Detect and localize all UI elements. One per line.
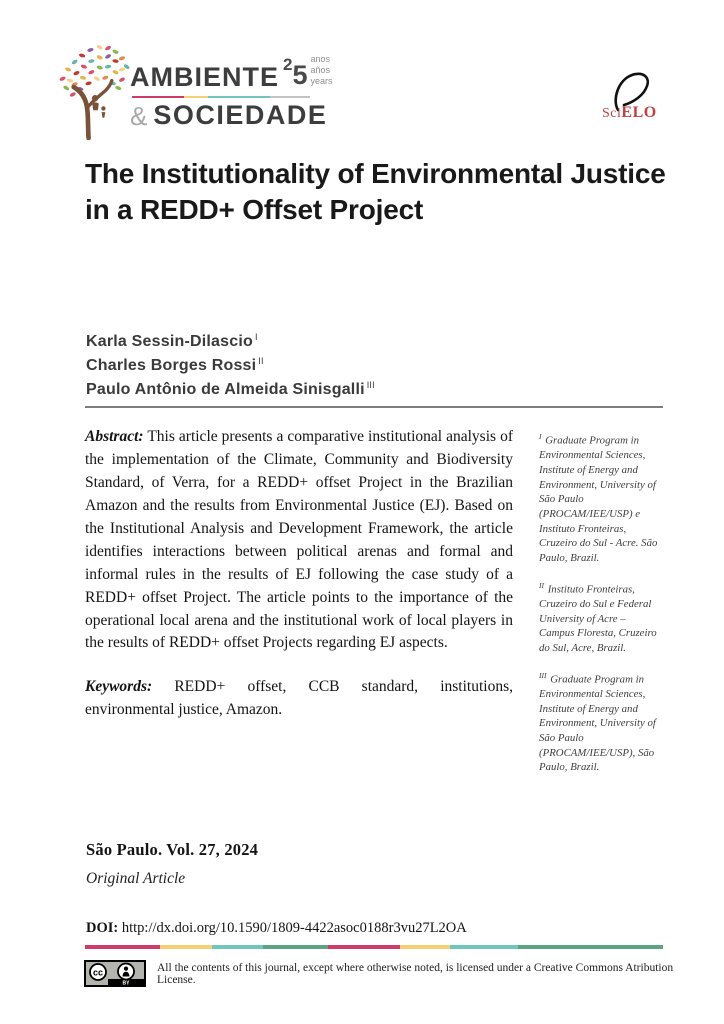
section-divider-rule: [85, 406, 663, 408]
logo-divider-line: [132, 96, 310, 98]
cc-by-badge-icon[interactable]: [84, 960, 146, 987]
doi-line: [86, 920, 467, 937]
affiliation-note-2: [539, 581, 663, 656]
abstract-column: [85, 426, 513, 790]
license-text: All the contents of this journal, except where otherwise noted, is licensed under a Creative Commons Atribution License.: [157, 961, 674, 986]
affiliation-1-text: Graduate Program in Environmental Sciences, Institute of Energy and Environment, University of São Paulo (PROCAM/IEE/USP) e Instituto Fronteiras, Cruzeiro do Sul - Acre. São Paulo, Brazil.: [539, 434, 658, 564]
author-list: [86, 330, 375, 402]
scielo-sci: Sci: [602, 106, 622, 121]
anniversary-25-mark: [283, 54, 333, 89]
issue-volume: São Paulo. Vol. 27, 2024: [86, 840, 259, 859]
anniversary-word-anios: años: [310, 65, 331, 75]
doi-label: DOI:: [86, 920, 119, 936]
svg-text:BY: BY: [122, 980, 130, 987]
accent-color-bar: [85, 945, 663, 949]
author-3-name: Paulo Antônio de Almeida Sinisgalli: [86, 381, 365, 398]
keywords-label: Keywords:: [85, 678, 153, 696]
author-1-affiliation-ref: I: [254, 331, 258, 342]
anniversary-digit-5: 5: [292, 60, 308, 90]
journal-logo-text: [130, 36, 333, 129]
journal-name-ampersand: &: [130, 101, 148, 131]
abstract-label: Abstract:: [85, 428, 144, 445]
anniversary-words: [311, 54, 333, 89]
abstract-text: This article presents a comparative institutional analysis of the implementation of the Climate, Community and Biodiversity Standard, of Verra, for a REDD+ offset Project in the Brazilian Amazon and the results from Environmental Justice (EJ). Based on the Institutional Analysis and Development Framework, the article identifies interactions between political arenas and formal and informal rules in the results of EJ following the case study of a REDD+ offset Project. The article points to the importance of the operational local arena and the institutional work of local players in the results of REDD+ offset Projects regarding EJ aspects.: [85, 428, 513, 652]
journal-name-ambiente: AMBIENTE: [130, 62, 279, 92]
affiliations-column: [539, 426, 663, 790]
svg-text:cc: cc: [92, 967, 104, 978]
abstract-section: [85, 426, 663, 790]
article-type: Original Article: [86, 870, 186, 887]
keywords-text: REDD+ offset, CCB standard, institutions, environmental justice, Amazon.: [85, 678, 513, 719]
author-1: [86, 330, 375, 354]
affiliation-3-ref: III: [539, 670, 547, 680]
anniversary-word-years: years: [310, 76, 333, 86]
anniversary-digit-2: 2: [283, 55, 293, 74]
keywords-paragraph: [85, 676, 513, 722]
affiliation-2-text: Instituto Fronteiras, Cruzeiro do Sul e Federal University of Acre – Campus Floresta, Cruzeiro do Sul, Acre, Brazil.: [539, 583, 657, 654]
author-3-affiliation-ref: III: [366, 379, 375, 390]
scielo-logo: [596, 74, 672, 132]
affiliation-1-ref: I: [539, 432, 542, 441]
abstract-paragraph: [85, 426, 513, 655]
issue-info: [86, 840, 258, 888]
author-3: [86, 378, 375, 402]
license-row: [84, 960, 680, 987]
author-2-affiliation-ref: II: [258, 355, 264, 366]
journal-logo: [48, 36, 333, 140]
affiliation-3-text: Graduate Program in Environmental Sciences, Institute of Energy and Environment, University of São Paulo (PROCAM/IEE/USP), São Paulo, Brazil.: [539, 673, 656, 774]
author-1-name: Karla Sessin-Dilascio: [86, 333, 253, 350]
author-2-name: Charles Borges Rossi: [86, 357, 257, 374]
affiliation-note-1: [539, 432, 663, 566]
author-2: [86, 354, 375, 378]
anniversary-word-anos: anos: [310, 54, 331, 64]
article-title: The Institutionality of Environmental Justice in a REDD+ Offset Project: [85, 158, 666, 225]
affiliation-note-3: [539, 671, 663, 775]
scielo-elo: ELO: [621, 104, 657, 121]
affiliation-2-ref: II: [539, 580, 544, 590]
doi-link[interactable]: http://dx.doi.org/10.1590/1809-4422asoc0188r3vu27L2OA: [121, 920, 467, 936]
scielo-wordmark: [602, 104, 657, 122]
journal-name-sociedade: SOCIEDADE: [153, 100, 328, 130]
